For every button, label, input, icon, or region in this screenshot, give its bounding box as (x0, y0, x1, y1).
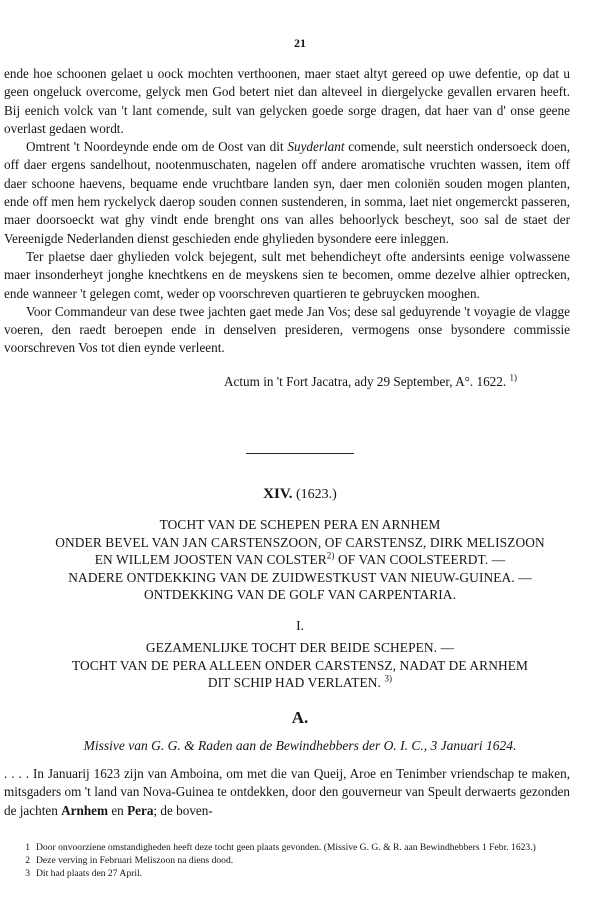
section-number: XIV. (263, 486, 293, 502)
section-heading (0, 486, 600, 503)
title-line-part: OF VAN COOLSTEERDT. — (334, 552, 506, 568)
footnote-ref-2: 2) (326, 550, 335, 561)
paragraph-4: Voor Commandeur van dese twee jachten gaet mede Jan Vos; dese sal geduyrende 't voyagie de vlagge voeren, den raedt beroepen ende in denselven presideren, vermogens onse bysondere commissie voorschreven Vos tot dien eynde verleent. (4, 303, 570, 356)
missive-heading: Missive van G. G. & Raden aan de Bewindhebbers der O. I. C., 3 Januari 1624. (83, 738, 517, 753)
title-line-part: EN WILLEM JOOSTEN VAN COLSTER (94, 552, 327, 568)
subsection-title (0, 639, 600, 692)
footnote-ref-3: 3) (384, 673, 393, 684)
subtitle-line-part: DIT SCHIP HAD VERLATEN. (207, 675, 381, 691)
subsection-number: I. (296, 618, 304, 633)
last-paragraph-text: ; de boven- (153, 802, 213, 818)
title-line (0, 551, 600, 569)
section-year: (1623.) (296, 487, 337, 502)
paragraph-2 (4, 138, 570, 248)
subtitle-line (0, 674, 600, 692)
footnote-text: Door onvoorziene omstandigheden heeft deze tocht geen plaats gevonden. (Missive G. G. & R. aan Bewindhebbers 1 Febr. 1623.) (36, 842, 536, 853)
page-number: 21 (294, 36, 306, 50)
subtitle-line: GEZAMENLIJKE TOCHT DER BEIDE SCHEPEN. — (145, 640, 455, 655)
last-paragraph (4, 765, 570, 820)
ship-arnhem: Arnhem (61, 802, 109, 818)
footnotes (4, 841, 570, 880)
section-divider (246, 453, 354, 454)
paragraph-3: Ter plaetse daer ghylieden volck bejegent, sult met behendicheyt ofte andersints eenige volwassene maer insonderheyt jonghe knechtkens en de meyskens sien te becomen, omme dezelve alhier optrecken, ende wanneer 't gelegen comt, weder op voorschreven quartieren te gebruycken mooghen. (4, 248, 570, 301)
title-line: NADERE ONTDEKKING VAN DE ZUIDWESTKUST VAN NIEUW-GUINEA. — (68, 569, 532, 585)
last-paragraph-text: en (108, 802, 128, 818)
footnote (4, 867, 570, 880)
title-line: ONTDEKKING VAN DE GOLF VAN CARPENTARIA. (143, 587, 457, 603)
body-text (4, 65, 570, 358)
footnote-text: Deze verving in Februari Meliszoon na diens dood. (36, 855, 234, 866)
footnote-label: 3 (25, 868, 30, 879)
paragraph-2-end: comende, sult neerstich ondersoeck doen, off daer ergens sandelhout, nootenmuschaten, nagelen off andere aromatische vruchten wassen, item off daer schoone haevens, bequame ende vruchtbare landen syn, daer men coloniën souden mogen planten, ende off men hem ryckelyck daerop souden connen sustenderen, in somma, laet niet ongemerckt passeren, maer doorsoeckt wat ghy vindt ende brenght ons van alles behoorlyck bescheyt, soo sal de staet der Vereenigde Nederlanden dienst geschieden ende ghylieden bysondere eere inleggen. (4, 139, 571, 246)
signature-line (224, 374, 517, 390)
last-paragraph-text: . . . . In Januarij 1623 zijn van Amboina, om met die van Queij, Aroe en Tenimber vriendschap te maken, mitsgaders om 't land van Nova-Guinea te ontdekken, door den gouverneur van Speult derwaerts gezonden de jachten (4, 766, 570, 818)
paragraph-2-start: Omtrent 't Noordeynde ende om de Oost van dit (26, 139, 288, 155)
document-letter: A. (291, 708, 309, 727)
subtitle-line: TOCHT VAN DE PERA ALLEEN ONDER CARSTENSZ, NADAT DE ARNHEM (71, 657, 529, 673)
paragraph-1: ende hoe schoonen gelaet u oock mochten verthoonen, maer staet altyt gereed op uwe defentie, op dat u geen ongeluck overcome, gelyck men God betert niet dan alteveel in diergelycke gevallen ervaren heeft. Bij eenich volck van 't lant comende, sult van gelycken goede sorge dragen, dat haer van d' onse geene overlast gedaen wordt. (4, 66, 570, 136)
title-line: TOCHT VAN DE SCHEPEN PERA EN ARNHEM (159, 517, 441, 532)
section-title (0, 516, 600, 604)
footnote-label: 2 (25, 855, 30, 866)
footnote (4, 841, 570, 854)
signature-text: Actum in 't Fort Jacatra, ady 29 September, A°. 1622. (224, 374, 507, 389)
footnote (4, 854, 570, 867)
ship-pera: Pera (127, 802, 154, 818)
footnote-ref-1: 1) (509, 372, 517, 383)
title-line: ONDER BEVEL VAN JAN CARSTENSZOON, OF CARSTENSZ, DIRK MELISZOON (55, 534, 545, 550)
footnote-text: Dit had plaats den 27 April. (36, 868, 143, 879)
footnote-label: 1 (25, 842, 30, 853)
suyderlant-term: Suyderlant (287, 139, 345, 155)
